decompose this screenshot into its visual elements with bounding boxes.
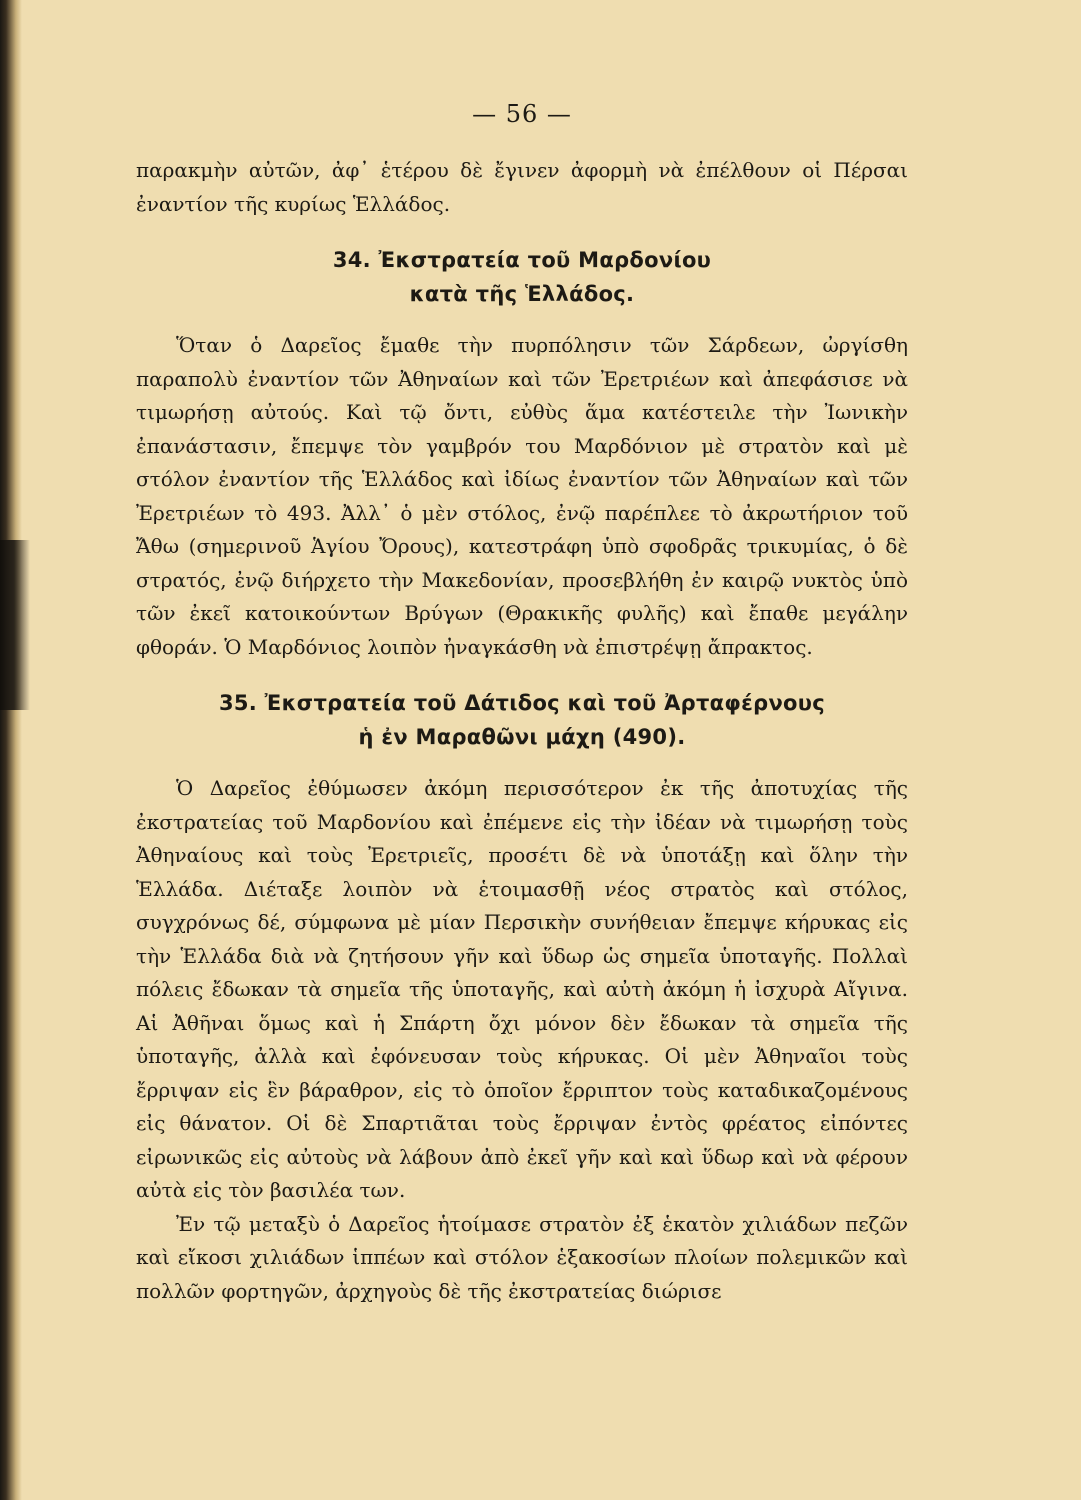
page-binding-edge bbox=[0, 0, 22, 1500]
page-content bbox=[136, 100, 908, 1308]
section-34-heading-line1: 34. Ἐκστρατεία τοῦ Μαρδονίου bbox=[332, 248, 712, 272]
section-34-heading-line2: κατὰ τῆς Ἑλλάδος. bbox=[409, 282, 635, 306]
section-35-heading bbox=[136, 686, 908, 754]
section-34-paragraph: Ὅταν ὁ Δαρεῖος ἔμαθε τὴν πυρπόλησιν τῶν Σάρδεων, ὠργίσθη παραπολὺ ἐναντίον τῶν Ἀθηναίων καὶ τῶν Ἐρετριέων καὶ ἀπεφάσισε νὰ τιμωρήσῃ αὐτούς. Καὶ τῷ ὄντι, εὐθὺς ἅμα κατέστειλε τὴν Ἰωνικὴν ἐπανάστασιν, ἔπεμψε τὸν γαμβρόν του Μαρδόνιον μὲ στρατὸν καὶ μὲ στόλον ἐναντίον τῆς Ἑλλάδος καὶ ἰδίως ἐναντίον τῶν Ἀθηναίων καὶ τῶν Ἐρετριέων τὸ 493. Ἀλλ᾿ ὁ μὲν στόλος, ἐνῷ παρέπλεε τὸ ἀκρωτήριον τοῦ Ἄθω (σημερινοῦ Ἁγίου Ὄρους), κατεστράφη ὑπὸ σφοδρᾶς τρικυμίας, ὁ δὲ στρατός, ἐνῷ διήρχετο τὴν Μακεδονίαν, προσεβλήθη ἐν καιρῷ νυκτὸς ὑπὸ τῶν ἐκεῖ κατοικούντων Βρύγων (Θρακικῆς φυλῆς) καὶ ἔπαθε μεγάλην φθοράν. Ὁ Μαρδόνιος λοιπὸν ἠναγκάσθη νὰ ἐπιστρέψῃ ἄπρακτος. bbox=[136, 333, 908, 659]
intro-paragraph: παρακμὴν αὐτῶν, ἀφ᾿ ἑτέρου δὲ ἔγινεν ἀφορμὴ νὰ ἐπέλθουν οἱ Πέρσαι ἐναντίον τῆς κυρίως Ἑλλάδος. bbox=[136, 158, 908, 216]
section-35-heading-line1: 35. Ἐκστρατεία τοῦ Δάτιδος καὶ τοῦ Ἀρταφέρνους bbox=[218, 691, 826, 715]
section-35-heading-line2: ἡ ἐν Μαραθῶνι μάχη (490). bbox=[358, 725, 686, 749]
page-edge-stain bbox=[0, 540, 30, 710]
section-35-paragraph-1: Ὁ Δαρεῖος ἐθύμωσεν ἀκόμη περισσότερον ἐκ τῆς ἀποτυχίας τῆς ἐκστρατείας τοῦ Μαρδονίου καὶ ἐπέμενε εἰς τὴν ἰδέαν νὰ τιμωρήσῃ τοὺς Ἀθηναίους καὶ τοὺς Ἐρετριεῖς, προσέτι δὲ νὰ ὑποτάξῃ καὶ ὅλην τὴν Ἑλλάδα. Διέταξε λοιπὸν νὰ ἑτοιμασθῇ νέος στρατὸς καὶ στόλος, συγχρόνως δέ, σύμφωνα μὲ μίαν Περσικὴν συνήθειαν ἔπεμψε κήρυκας εἰς τὴν Ἑλλάδα διὰ νὰ ζητήσουν γῆν καὶ ὕδωρ ὡς σημεῖα ὑποταγῆς. Πολλαὶ πόλεις ἔδωκαν τὰ σημεῖα τῆς ὑποταγῆς, καὶ αὐτὴ ἀκόμη ἡ ἰσχυρὰ Αἴγινα. Αἱ Ἀθῆναι ὅμως καὶ ἡ Σπάρτη ὄχι μόνον δὲν ἔδωκαν τὰ σημεῖα τῆς ὑποταγῆς, ἀλλὰ καὶ ἐφόνευσαν τοὺς κήρυκας. Οἱ μὲν Ἀθηναῖοι τοὺς ἔρριψαν εἰς ἓν βάραθρον, εἰς τὸ ὁποῖον ἔρριπτον τοὺς καταδικαζομένους εἰς θάνατον. Οἱ δὲ Σπαρτιᾶται τοὺς ἔρριψαν ἐντὸς φρέατος εἰπόντες εἰρωνικῶς εἰς αὐτοὺς νὰ λάβουν ἀπὸ ἐκεῖ γῆν καὶ καὶ ὕδωρ καὶ νὰ φέρουν αὐτὰ εἰς τὸν βασιλέα των. bbox=[136, 776, 908, 1202]
section-35-paragraph-2: Ἐν τῷ μεταξὺ ὁ Δαρεῖος ἡτοίμασε στρατὸν ἐξ ἑκατὸν χιλιάδων πεζῶν καὶ εἴκοσι χιλιάδων ἱππέων καὶ στόλον ἑξακοσίων πλοίων πολεμικῶν καὶ πολλῶν φορτηγῶν, ἀρχηγοὺς δὲ τῆς ἐκστρατείας διώρισε bbox=[136, 1211, 908, 1303]
section-34-heading bbox=[136, 243, 908, 311]
page-number: — 56 — bbox=[472, 100, 572, 128]
